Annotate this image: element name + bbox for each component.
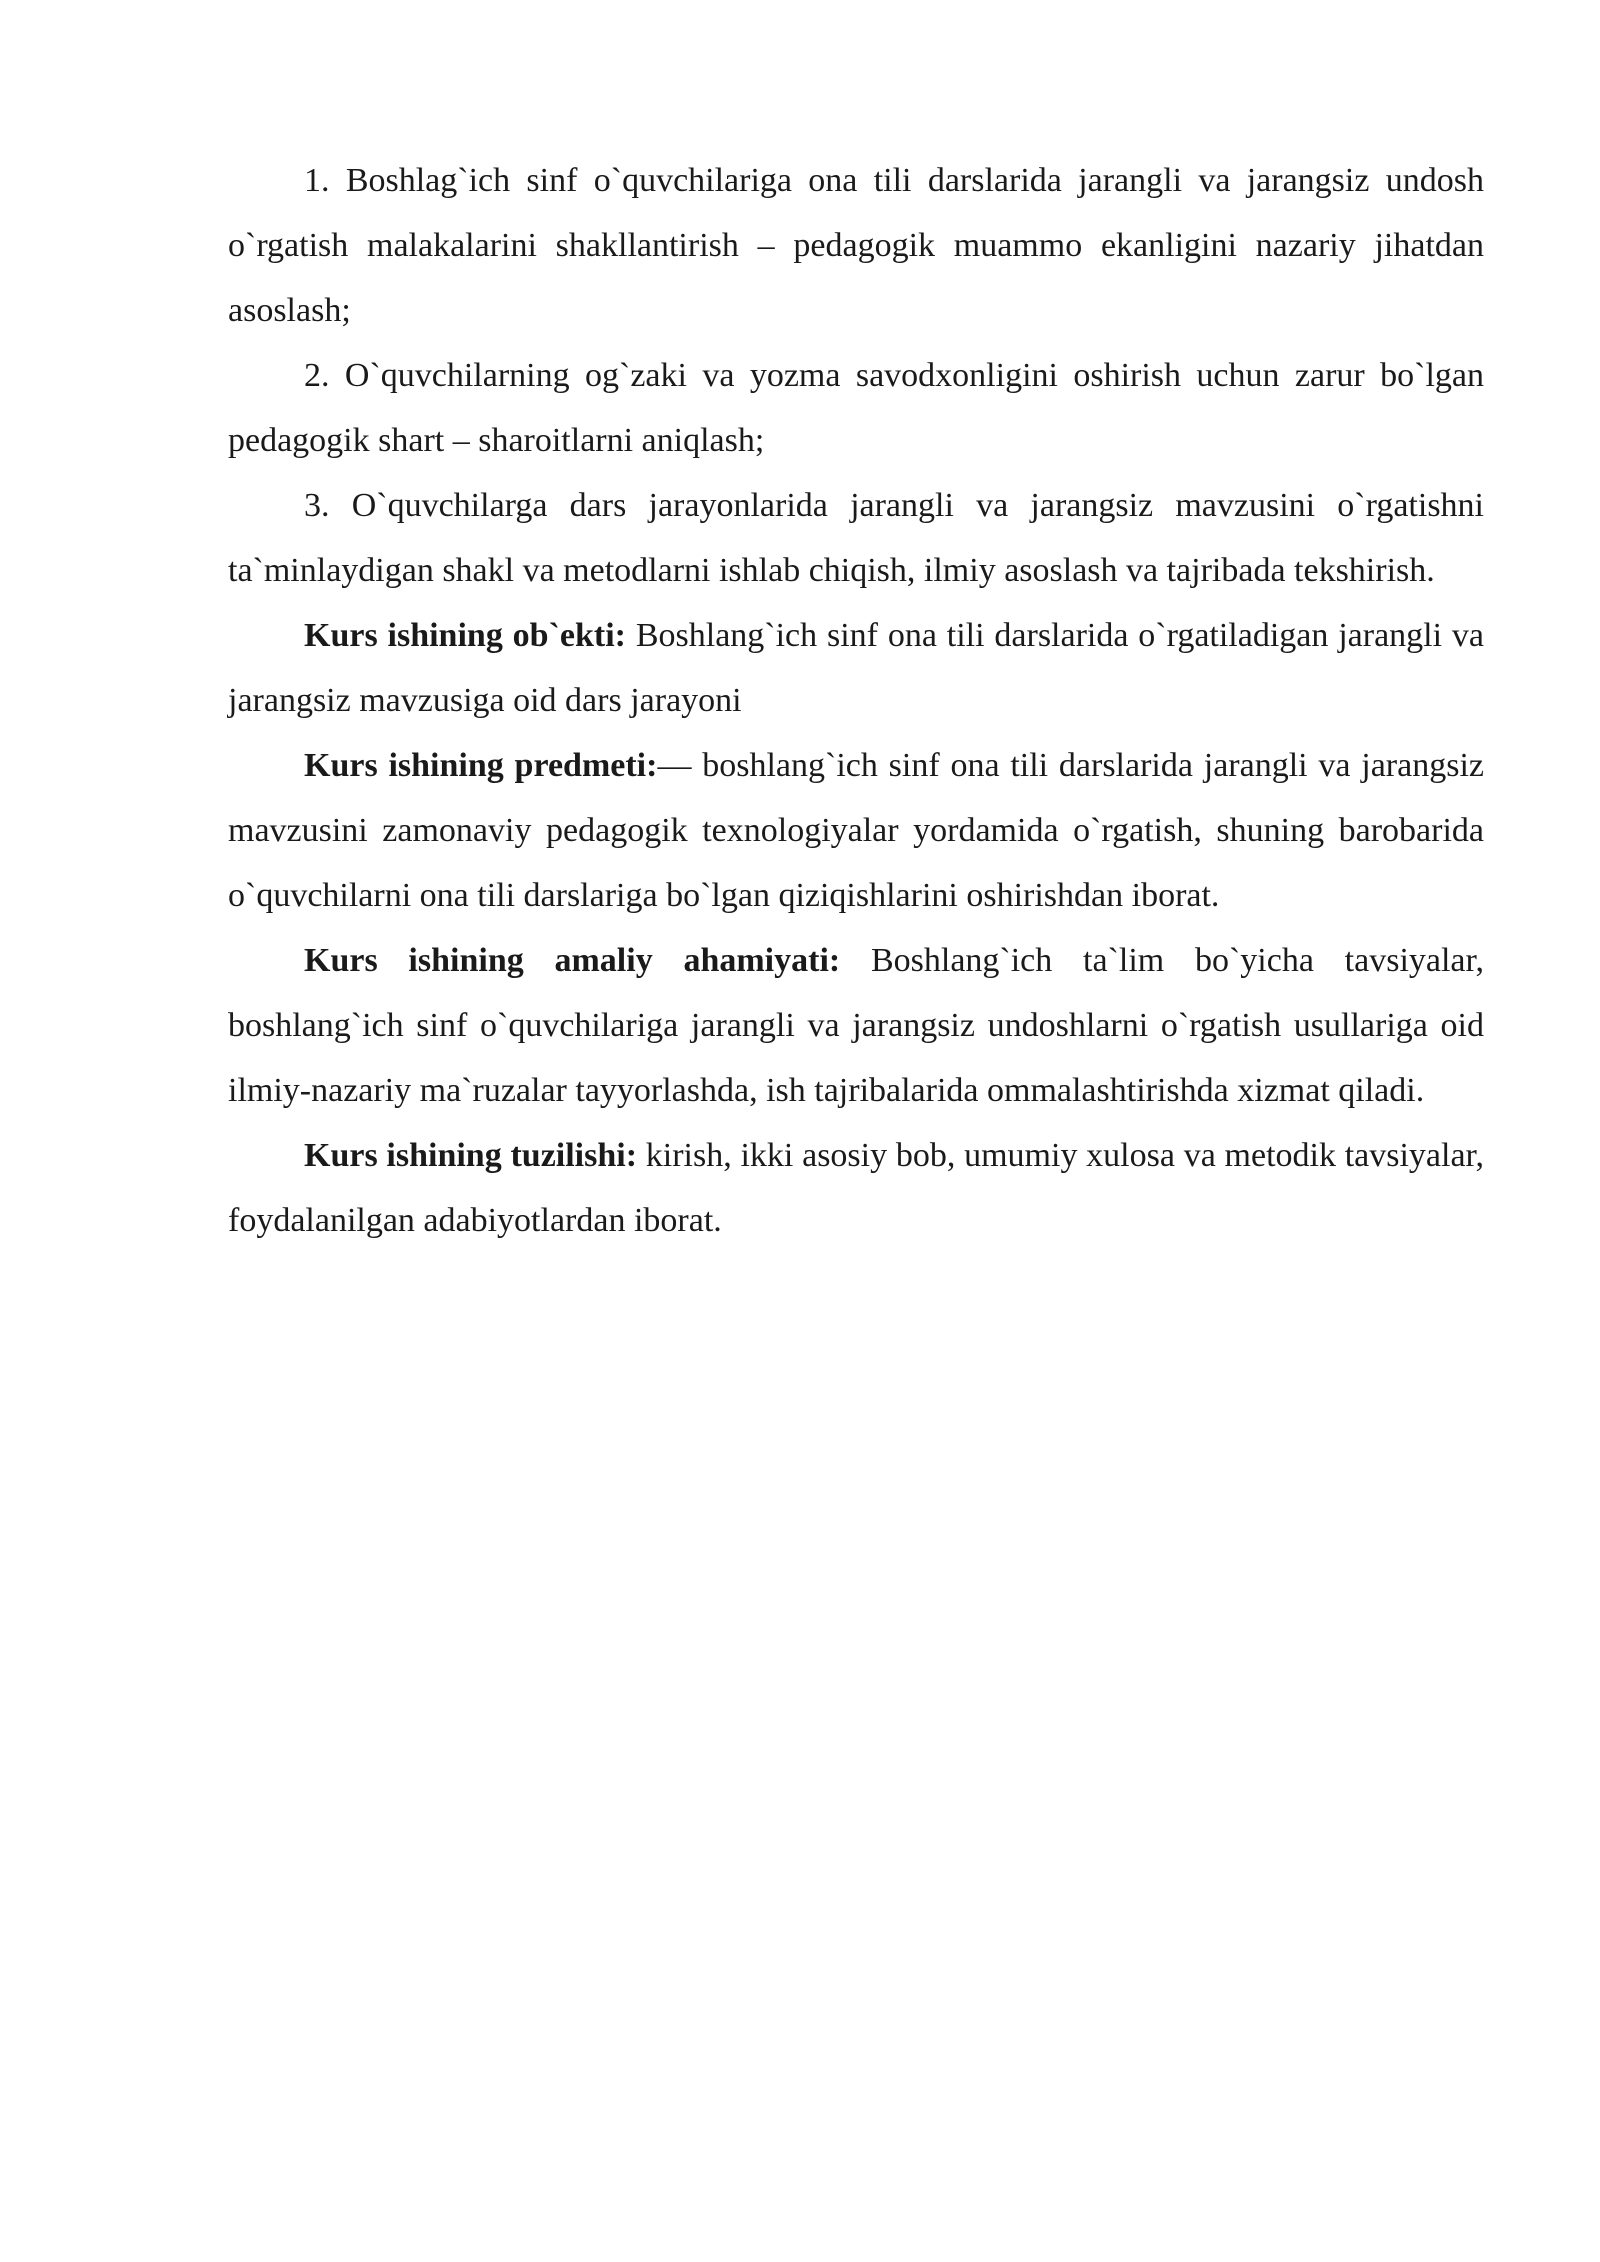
paragraph-structure [228,1123,1484,1253]
paragraph-object [228,603,1484,733]
list-item-goal-1 [228,148,1484,343]
paragraph-subject [228,733,1484,928]
list-item-goal-3 [228,473,1484,603]
paragraph-practical-importance [228,928,1484,1123]
paragraph-label: Kurs ishining tuzilishi: [304,1137,638,1174]
paragraph-text: 2. O`quvchilarning og`zaki va yozma savodxonligini oshirish uchun zarur bo`lgan pedagogik shart – sharoitlarni aniqlash; [228,357,1484,459]
paragraph-text: 3. O`quvchilarga dars jarayonlarida jarangli va jarangsiz mavzusini o`rgatishni ta`minlaydigan shakl va metodlarni ishlab chiqish, ilmiy asoslash va tajribada tekshirish. [228,487,1484,589]
paragraph-text: Boshlang`ich sinf ona tili darslarida o`rgatiladigan jarangli va jarangsiz mavzusiga oid dars jarayoni [228,617,1484,719]
paragraph-text: 1. Boshlag`ich sinf o`quvchilariga ona tili darslarida jarangli va jarangsiz undosh o`rgatish malakalarini shakllantirish – pedagogik muammo ekanligini nazariy jihatdan asoslash; [228,162,1484,329]
paragraph-text: Boshlang`ich ta`lim bo`yicha tavsiyalar, boshlang`ich sinf o`quvchilariga jarangli va jarangsiz undoshlarni o`rgatish usullariga oid ilmiy-nazariy ma`ruzalar tayyorlashda, ish tajribalarida ommalashtirishda xizmat qiladi. [228,942,1484,1109]
document-body [228,148,1484,1253]
paragraph-text: — boshlang`ich sinf ona tili darslarida jarangli va jarangsiz mavzusini zamonaviy pedagogik texnologiyalar yordamida o`rgatish, shuning barobarida o`quvchilarni ona tili darslariga bo`lgan qiziqishlarini oshirishdan iborat. [228,747,1484,914]
paragraph-label: Kurs ishining amaliy ahamiyati: [304,942,841,979]
list-item-goal-2 [228,343,1484,473]
paragraph-text: kirish, ikki asosiy bob, umumiy xulosa va metodik tavsiyalar, foydalanilgan adabiyotlardan iborat. [228,1137,1485,1239]
paragraph-label: Kurs ishining predmeti: [304,747,658,784]
paragraph-label: Kurs ishining ob`ekti: [304,617,626,654]
